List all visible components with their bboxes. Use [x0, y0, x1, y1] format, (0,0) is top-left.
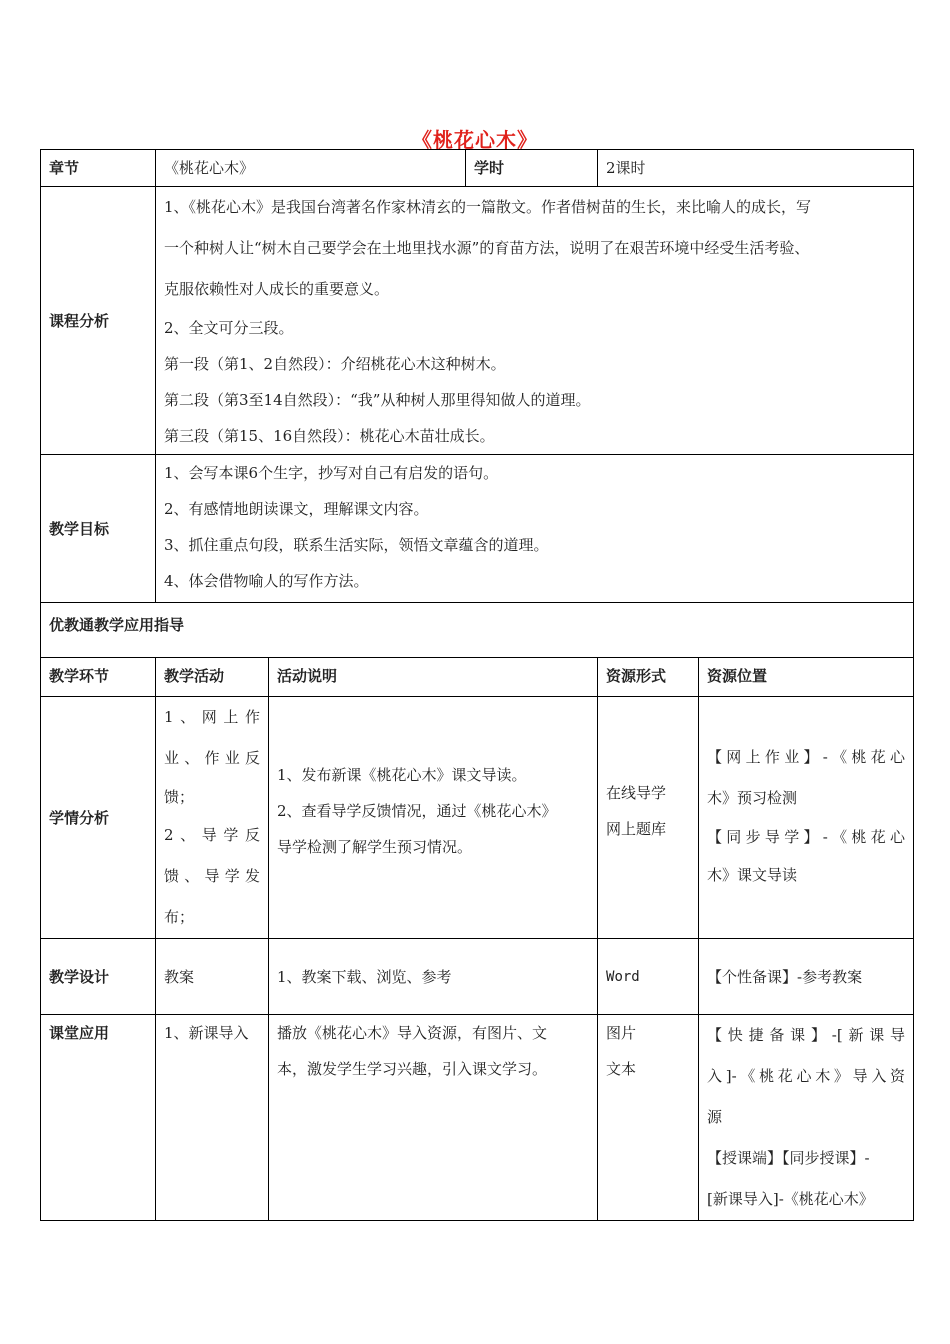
resource-location-cell — [699, 1015, 914, 1221]
analysis-line: 2、全文可分三段。 — [164, 319, 294, 337]
course-analysis-content — [156, 187, 914, 455]
description-cell: 1、教案下载、浏览、参考 — [269, 939, 598, 1015]
activity-line: 馈； — [164, 788, 195, 806]
hours-label: 学时 — [466, 150, 598, 187]
teaching-goals-content — [156, 455, 914, 603]
stage-cell: 课堂应用 — [41, 1015, 156, 1221]
resource-location-line: 源 — [707, 1108, 723, 1126]
course-analysis-row — [41, 187, 914, 455]
resource-form-cell — [598, 1015, 699, 1221]
course-analysis-label: 课程分析 — [41, 187, 156, 455]
column-header-resource-form: 资源形式 — [598, 658, 699, 697]
resource-form-cell — [598, 697, 699, 939]
activity-line: 馈、导学发 — [164, 867, 260, 885]
resource-location-line: [新课导入]-《桃花心木》 — [707, 1190, 874, 1208]
goal-line: 2、有感情地朗读课文，理解课文内容。 — [164, 500, 429, 518]
chapter-value: 《桃花心木》 — [156, 150, 466, 187]
table-header-row — [41, 658, 914, 697]
column-header-description: 活动说明 — [269, 658, 598, 697]
stage-cell: 教学设计 — [41, 939, 156, 1015]
resource-location-line: 【网上作业】-《桃花心 — [707, 748, 906, 766]
description-line: 播放《桃花心木》导入资源，有图片、文 — [277, 1024, 548, 1042]
analysis-line: 第三段（第15、16自然段）：桃花心木苗壮成长。 — [164, 427, 495, 445]
description-cell — [269, 697, 598, 939]
teaching-goals-row — [41, 455, 914, 603]
chapter-label: 章节 — [41, 150, 156, 187]
resource-location-line: 木》课文导读 — [707, 866, 798, 884]
goal-line: 4、体会借物喻人的写作方法。 — [164, 572, 369, 590]
resource-location-line: 木》预习检测 — [707, 789, 798, 807]
resource-form-line: 网上题库 — [606, 820, 667, 838]
resource-location-cell: 【个性备课】-参考教案 — [699, 939, 914, 1015]
table-row — [41, 1015, 914, 1221]
chapter-row — [41, 150, 914, 187]
section-heading-row — [41, 603, 914, 658]
column-header-stage: 教学环节 — [41, 658, 156, 697]
analysis-line: 第二段（第3至14自然段）：“我”从种树人那里得知做人的道理。 — [164, 391, 591, 409]
column-header-resource-location: 资源位置 — [699, 658, 914, 697]
resource-form-line: 文本 — [606, 1060, 637, 1078]
activity-cell: 1、新课导入 — [156, 1015, 269, 1221]
hours-value: 2课时 — [598, 150, 914, 187]
document-title: 《桃花心木》 — [412, 128, 538, 152]
analysis-line: 克服依赖性对人成长的重要意义。 — [164, 280, 390, 298]
resource-location-cell — [699, 697, 914, 939]
analysis-line: 一个种树人让“树木自己要学会在土地里找水源”的育苗方法，说明了在艰苦环境中经受生活考验、 — [164, 239, 810, 257]
activity-line: 2、导学反 — [164, 826, 260, 844]
column-header-activity: 教学活动 — [156, 658, 269, 697]
description-line: 导学检测了解学生预习情况。 — [277, 838, 473, 856]
resource-form-line: 图片 — [606, 1024, 637, 1042]
analysis-line: 第一段（第1、2自然段）：介绍桃花心木这种树木。 — [164, 355, 506, 373]
activity-cell: 教案 — [156, 939, 269, 1015]
activity-line: 1、网上作 — [164, 708, 260, 726]
goal-line: 3、抓住重点句段，联系生活实际，领悟文章蕴含的道理。 — [164, 536, 549, 554]
description-cell — [269, 1015, 598, 1221]
resource-location-line: 【同步导学】-《桃花心 — [707, 828, 906, 846]
resource-location-line: 【快捷备课】-[新课导 — [707, 1026, 906, 1044]
description-line: 本，激发学生学习兴趣，引入课文学习。 — [277, 1060, 548, 1078]
table-row — [41, 697, 914, 939]
teaching-goals-label: 教学目标 — [41, 455, 156, 603]
activity-line: 布； — [164, 908, 195, 926]
resource-form-cell: Word — [598, 939, 699, 1015]
activity-cell — [156, 697, 269, 939]
activity-line: 业、作业反 — [164, 749, 260, 767]
lesson-plan-table — [40, 149, 914, 1221]
description-line: 2、查看导学反馈情况，通过《桃花心木》 — [277, 802, 557, 820]
resource-form-line: 在线导学 — [606, 784, 667, 802]
analysis-line: 1、《桃花心木》是我国台湾著名作家林清玄的一篇散文。作者借树苗的生长，来比喻人的成长，写 — [164, 198, 812, 216]
section-heading: 优教通教学应用指导 — [41, 603, 914, 658]
resource-location-line: 入]-《桃花心木》导入资 — [707, 1067, 906, 1085]
goal-line: 1、会写本课6个生字，抄写对自己有启发的语句。 — [164, 464, 499, 482]
table-row — [41, 939, 914, 1015]
resource-location-line: 【授课端】【同步授课】- — [707, 1149, 870, 1167]
stage-cell: 学情分析 — [41, 697, 156, 939]
description-line: 1、发布新课《桃花心木》课文导读。 — [277, 766, 527, 784]
